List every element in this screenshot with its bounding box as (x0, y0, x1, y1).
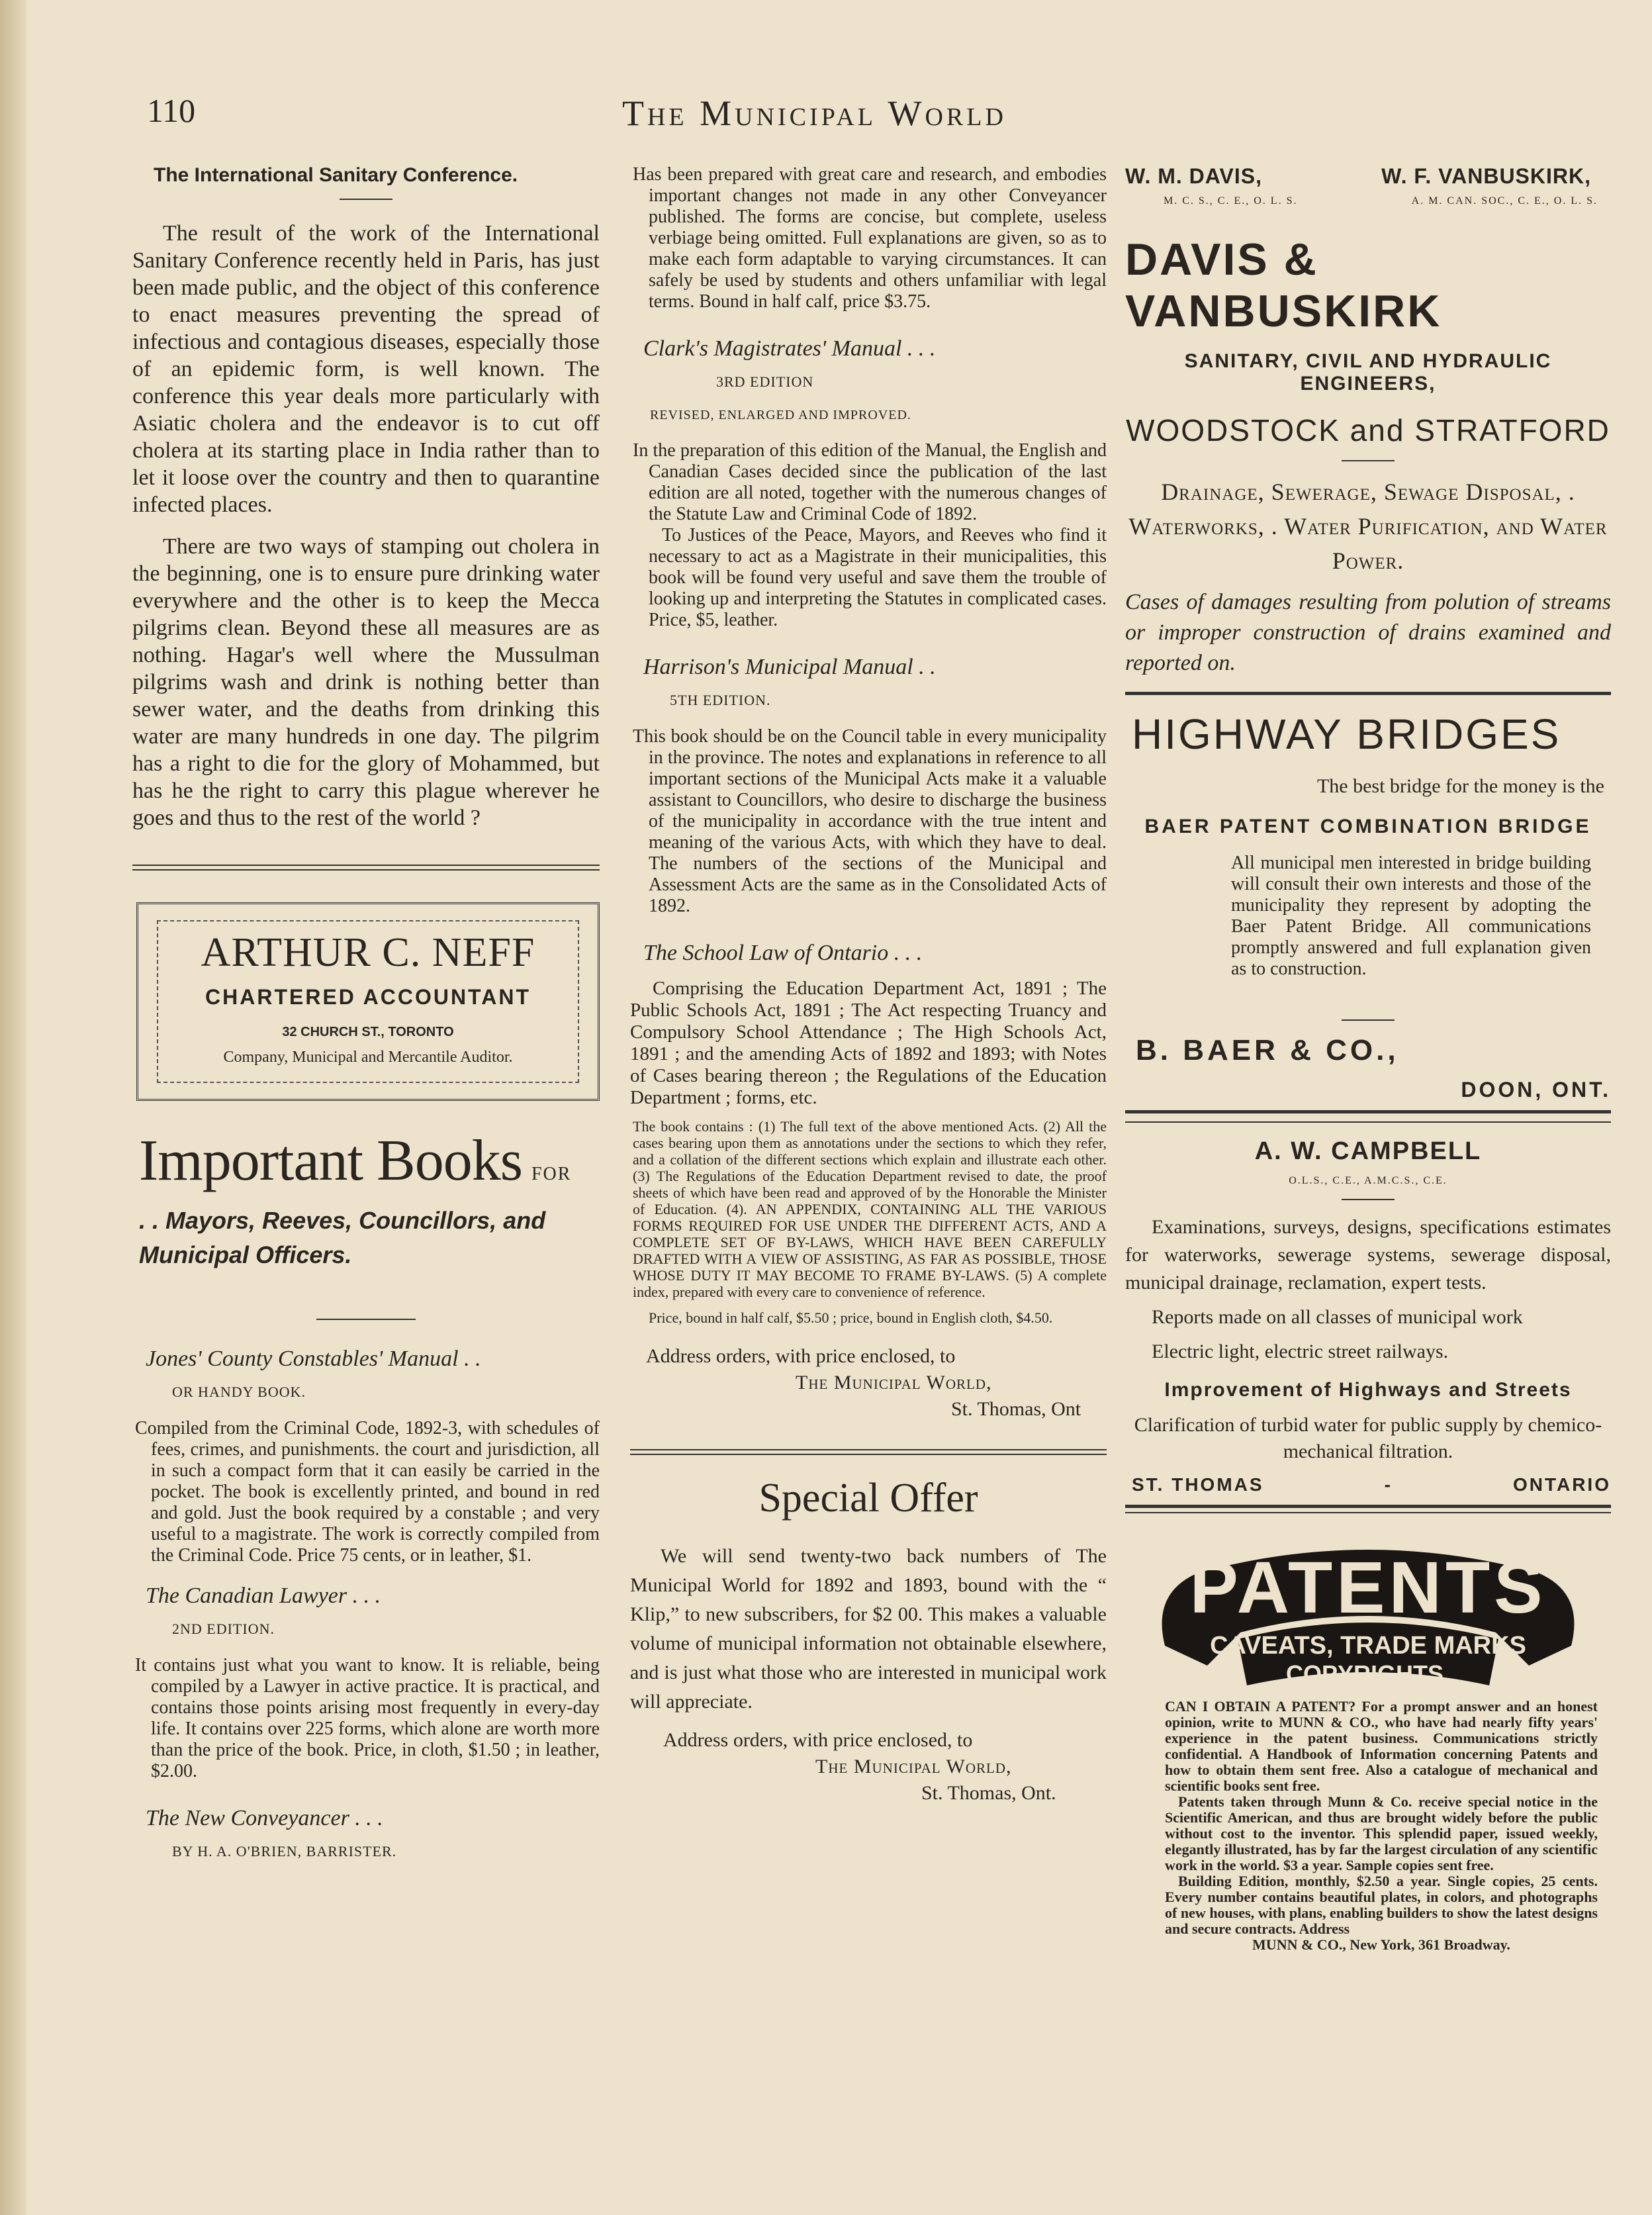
location-city: ST. THOMAS (1132, 1474, 1264, 1495)
important-books-title: Important Books (139, 1129, 522, 1193)
best-bridge-text: The best bridge for the money is the (1316, 775, 1604, 797)
baer-patent-name: BAER PATENT COMBINATION BRIDGE (1144, 816, 1592, 837)
book-description: Compiled from the Criminal Code, 1892-3, with schedules of fees, crimes, and punishments. the court and jurisdiction, all in such a compact form that it can easily be carried in the pocket. The book is excellently printed, and bound in red and gold. Just the book required by a constable ; and very useful to a magistrate. The work is correctly compiled from the Criminal Code. Price 75 cents, or in leather, $1. (135, 1418, 600, 1566)
special-offer-text: We will send twenty-two back numbers of The Municipal World for 1892 and 1893, bound with the “ Klip,” to new subscribers, for $2 00. This makes a valuable volume of municipal information not obtainable elsewhere, and is just what those who are interested in municipal work will appreciate. (630, 1545, 1107, 1713)
book-note: OR HANDY BOOK. (172, 1384, 306, 1400)
neff-name: ARTHUR C. NEFF (201, 930, 535, 975)
patents-text: CAN I OBTAIN A PATENT? For a prompt answer and an honest opinion, write to MUNN & CO., who have had nearly fifty years' experience in the patent business. Communications strictly confidential. A Handbook of Information concerning Patents and how to obtain them sent free. Also a catalogue of mechanical and scientific books sent free. (1165, 1698, 1598, 1794)
firm-services: Drainage, Sewerage, Sewage Disposal, . Waterworks, . Water Purification, and Water Power. (1128, 479, 1608, 574)
divider (1342, 1019, 1395, 1021)
clarification-text: Clarification of turbid water for public supply by chemico-mechanical filtration. (1134, 1414, 1602, 1462)
article-paragraph: There are two ways of stamping out cholera in the beginning, one is to ensure pure drinking water everywhere and the other is to keep the Mecca pilgrims clean. Beyond these all measures are as nothing. Hagar's well where the Mussulman pilgrims wash and drink is nothing better than sewer water, and the deaths from drinking this water are many hundreds in one day. The pilgrim has a right to die for the glory of Mohammed, but has he the right to carry this plague wherever he goes and thus to the rest of the world ? (132, 534, 600, 830)
address-line: Address orders, with price enclosed, to (663, 1729, 973, 1751)
firm-cases: Cases of damages resulting from polution of streams or improper construction of drains examined and reported on. (1125, 590, 1611, 675)
book-title: The School Law of Ontario . . . (643, 941, 923, 965)
column-left (132, 164, 600, 1877)
double-rule (630, 1449, 1107, 1455)
neff-advertisement (136, 902, 600, 1101)
patents-word: PATENTS (1189, 1547, 1547, 1628)
address-city: St. Thomas, Ont (951, 1398, 1081, 1420)
heavy-rule (1125, 1505, 1611, 1508)
book-description: In the preparation of this edition of the Manual, the English and Canadian Cases decided since the publication of the last edition are all noted, together with the numerous changes of the Statute Law and Criminal Code of 1892. (633, 440, 1107, 524)
book-note: REVISED, ENLARGED AND IMPROVED. (650, 408, 911, 422)
caveats-word: CAVEATS, TRADE MARKS (1210, 1632, 1526, 1660)
patents-text: Building Edition, monthly, $2.50 a year. Single copies, 25 cents. Every number contains beautiful plates, in colors, and photographs of new houses, with plans, enabling builders to show the latest designs and secure contracts. Address (1165, 1873, 1598, 1937)
rule (1125, 1512, 1611, 1513)
book-title: The Canadian Lawyer . . . (146, 1583, 381, 1608)
campbell-name: A. W. CAMPBELL (1254, 1137, 1482, 1165)
book-note: BY H. A. O'BRIEN, BARRISTER. (172, 1843, 397, 1860)
divider (316, 1319, 416, 1320)
campbell-location (1125, 1465, 1611, 1495)
campbell-electric: Electric light, electric street railways. (1152, 1341, 1449, 1362)
article-title: The International Sanitary Conference. (154, 164, 518, 186)
patents-text: Patents taken through Munn & Co. receive special notice in the Scientific American, and thus are brought widely before the public without cost to the inventor. This splendid paper, issued weekly, elegantly illustrated, has by far the largest circulation of any scientific work in the world. $3 a year. Sample copies sent free. (1165, 1793, 1598, 1873)
engineer-name: W. M. DAVIS, (1125, 164, 1262, 188)
address-city: St. Thomas, Ont. (921, 1782, 1056, 1804)
improvement-heading: Improvement of Highways and Streets (1164, 1379, 1572, 1401)
fine-print: The book contains : (1) The full text of the above mentioned Acts. (2) All the cases bearing upon them as annotations under the sections to which they refer, and a collation of the different sections which explain and illustrate each other. (3) The Regulations of the Education Department revised to date, the proof sheets of which have been read and approved of by the Honorable the Minister of Education. (4). AN APPENDIX, CONTAINING ALL THE VARIOUS FORMS REQUIRED FOR USE UNDER THE DIFFERENT ACTS, AND A COMPLETE SET OF BY-LAWS, WHICH HAVE BEEN CAREFULLY DRAFTED WITH A VIEW OF ASSISTING, AS FAR AS POSSIBLE, THOSE WHOSE DUTY IT MAY BECOME TO FRAME BY-LAWS. (5) A complete index, prepared with every care to convenience of reference. (633, 1118, 1107, 1300)
book-description: It contains just what you want to know. It is reliable, being compiled by a Lawyer in active practice. It is practical, and contains those points arising most frequently in every-day life. It contains over 225 forms, which alone are worth more than the price of the book. Price, in cloth, $1.50 ; in leather, $2.00. (135, 1655, 600, 1781)
firm-subtitle: SANITARY, CIVIL AND HYDRAULIC ENGINEERS, (1184, 350, 1552, 395)
patents-address: MUNN & CO., New York, 361 Broadway. (1252, 1936, 1510, 1953)
engineer-credential: M. C. S., C. E., O. L. S. (1164, 195, 1298, 207)
address-line: Address orders, with price enclosed, to (646, 1345, 956, 1367)
highway-bridges-heading: HIGHWAY BRIDGES (1132, 710, 1561, 758)
book-title: Jones' County Constables' Manual . . (146, 1346, 481, 1371)
baer-company-name: B. BAER & CO., (1136, 1034, 1399, 1066)
engineer-credential: A. M. CAN. SOC., C. E., O. L. S. (1411, 195, 1598, 207)
location-separator: - (1384, 1474, 1393, 1495)
campbell-reports: Reports made on all classes of municipal work (1152, 1306, 1523, 1328)
divider (1342, 460, 1395, 461)
page-binding-edge (0, 0, 26, 2215)
fine-print: Price, bound in half calf, $5.50 ; price, bound in English cloth, $4.50. (649, 1309, 1053, 1326)
campbell-services: Examinations, surveys, designs, specifications estimates for waterworks, sewerage systems, sewerage disposal, municipal drainage, reclamation, expert tests. (1125, 1216, 1611, 1294)
book-title: Clark's Magistrates' Manual . . . (643, 336, 936, 361)
neff-description: Company, Municipal and Mercantile Auditor. (223, 1049, 513, 1066)
copyrights-word: COPYRIGHTS. (1285, 1660, 1451, 1687)
divider (1342, 1199, 1395, 1200)
patents-body (1125, 1699, 1611, 1953)
address-name: The Municipal World, (796, 1372, 992, 1393)
article-paragraph: The result of the work of the International Sanitary Conference recently held in Paris, has just been made public, and the object of this conference to enact measures preventing the spread of infectious and contagious diseases, especially those of an epidemic form, is well known. The conference this year deals more particularly with Asiatic cholera and the endeavor is to cut off cholera at its starting place in India rather than to let it loose over the country and then to quarantine infected places. (132, 221, 600, 517)
book-note: 5TH EDITION. (670, 692, 771, 708)
engineer-name: W. F. VANBUSKIRK, (1381, 164, 1591, 188)
book-description: This book should be on the Council table in every municipality in the province. The notes and explanations in reference to all important sections of the Municipal Acts make it a valuable assistant to Councillors, who desire to discharge the business of the municipality in accordance with the true intent and meaning of the various Acts, with which they have to deal. The numbers of the sections of the Municipal and Assessment Acts are the same as in the Consolidated Acts of 1892. (633, 726, 1107, 916)
engineer-credentials (1125, 189, 1611, 207)
column-right (1125, 164, 1611, 1953)
divider (340, 199, 392, 200)
special-offer-heading: Special Offer (758, 1476, 978, 1521)
book-description: To Justices of the Peace, Mayors, and Reeves who find it necessary to act as a Magistrate in their municipalities, this book will be found very useful and save them the trouble of looking up and interpreting the Statutes in complicated cases. Price, $5, leather. (649, 525, 1107, 630)
book-title: Harrison's Municipal Manual . . (643, 655, 936, 679)
address-name: The Municipal World, (815, 1756, 1012, 1777)
book-description: Has been prepared with great care and research, and embodies important changes not made in any other Conveyancer published. The forms are concise, but complete, useless verbiage being omitted. Full explanations are given, so as to make each form adaptable to varying circumstances. It can safely be used by students and others unfamiliar with legal terms. Bound in half calf, price $3.75. (633, 164, 1107, 312)
patents-logo (1125, 1533, 1611, 1699)
bridge-description: All municipal men interested in bridge building will consult their own interests and those of the municipality they represent by adopting the Baer Patent Bridge. All communications promptly answered and full explanation given as to construction. (1231, 853, 1591, 979)
neff-title: CHARTERED ACCOUNTANT (205, 985, 531, 1009)
page-number: 110 (147, 92, 196, 129)
firm-name: DAVIS & VANBUSKIRK (1125, 234, 1442, 336)
heavy-rule (1125, 1110, 1611, 1113)
firm-location: WOODSTOCK and STRATFORD (1126, 413, 1610, 448)
book-title: The New Conveyancer . . . (146, 1806, 383, 1830)
rule (1125, 1121, 1611, 1123)
book-note: 3RD EDITION (716, 373, 814, 390)
important-books-heading (139, 1127, 600, 1194)
book-description: Comprising the Education Department Act, 1891 ; The Public Schools Act, 1891 ; The Act respecting Truancy and Compulsory School Attendance ; The High Schools Act, 1891 ; and the amending Acts of 1892 and 1893; with Notes of Cases bearing thereon ; the Regulations of the Education Department ; forms, etc. (630, 978, 1107, 1108)
double-rule (132, 865, 600, 871)
masthead-title: The Municipal World (622, 93, 1007, 133)
campbell-credentials: O.L.S., C.E., A.M.C.S., C.E. (1289, 1175, 1447, 1186)
important-books-for: FOR (531, 1164, 572, 1184)
neff-address: 32 CHURCH ST., TORONTO (282, 1025, 454, 1039)
book-note: 2ND EDITION. (172, 1621, 275, 1637)
heavy-rule (1125, 692, 1611, 695)
baer-location: DOON, ONT. (1461, 1078, 1611, 1102)
location-province: ONTARIO (1512, 1474, 1611, 1495)
engineer-names (1125, 164, 1611, 189)
important-books-subheading: . . Mayors, Reeves, Councillors, and Municipal Officers. (139, 1207, 546, 1268)
column-middle (630, 164, 1107, 1807)
patents-banner-icon (1125, 1533, 1611, 1699)
